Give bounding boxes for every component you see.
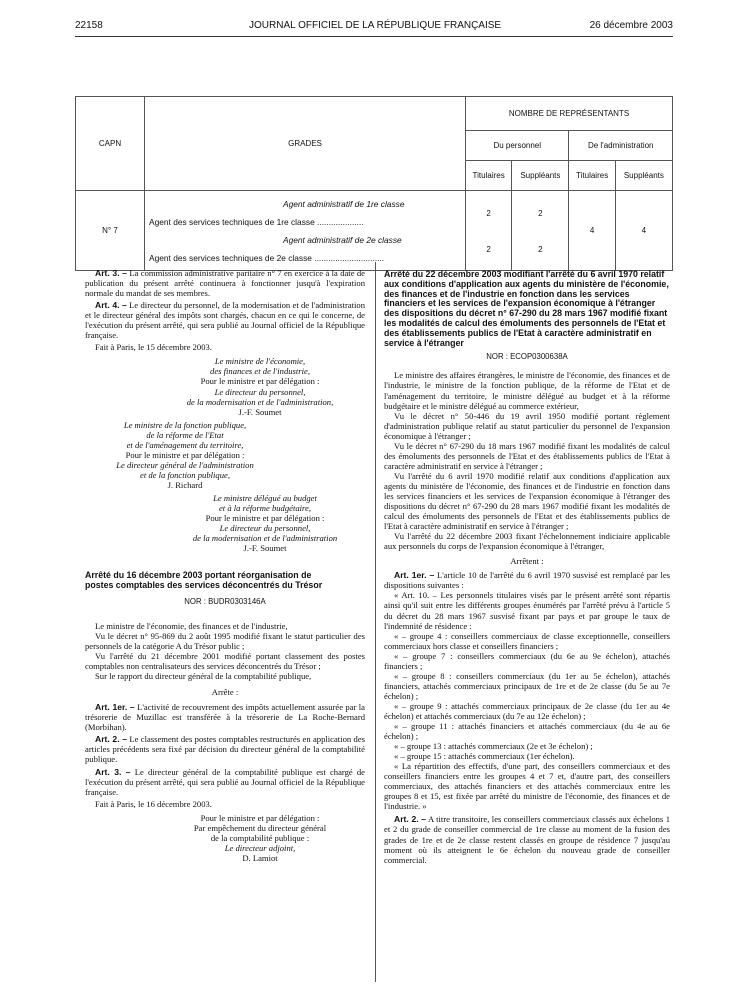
personnel-titulaires-cell: 2 2 bbox=[466, 191, 512, 271]
paragraph: Le ministre de l'économie, des finances et de l'industrie, bbox=[95, 620, 288, 631]
grade-row: Agent des services techniques de 2e classe .............................. bbox=[149, 252, 385, 263]
decree-title: Arrêté du 22 décembre 2003 modifiant l'arrêté du 6 avril 1970 relatif aux conditions d'application aux agents du ministère de l'économie, des finances et de l'industrie en fonction dans les services financiers et les services de l'expansion économique à l'étranger des dispositions du décret n° 67-290 du 28 mars 1967 modifié fixant les modalités de calcul des émoluments des personnels de l'Etat et des établissements publics de l'Etat à caractère administratif en service à l'étranger bbox=[384, 269, 669, 348]
list-item: « – groupe 9 : attachés commerciaux principaux de 2e classe (du 1er au 4e échelon) et attachés commerciaux (du 7e au 12e échelon) ; bbox=[384, 700, 670, 721]
titulaires-header: Titulaires bbox=[569, 161, 615, 191]
arrete: Arrête : bbox=[211, 687, 239, 698]
list-item: « – groupe 15 : attachés commerciaux (1er échelon). bbox=[394, 751, 575, 762]
grades-cell bbox=[145, 191, 466, 271]
suppleants-header: Suppléants bbox=[615, 161, 672, 191]
article: Art. 2. – A titre transitoire, les conseillers commerciaux classés aux échelons 1 et 2 du grade de conseiller commercial de 1re classe au moment de la fusion des grades de 1re et de 2e classe restent classés en groupe de résidence 7 jusqu'au moment où ils atteignent le 6e échelon du nouveau grade de conseiller commercial. bbox=[384, 814, 670, 865]
article: Art. 1er. – L'article 10 de l'arrêté du 6 avril 1970 susvisé est remplacé par les dispositions suivantes : bbox=[384, 570, 671, 591]
paragraph: Le ministre des affaires étrangères, le ministre de l'économie, des finances et de l'industrie, le ministre de la fonction publique, de la réforme de l'Etat et de l'aménagement du territoire, le ministre délégué au budget et à la réforme budgétaire et le ministre délégué au commerce extérieur, bbox=[384, 370, 670, 411]
column-divider bbox=[375, 262, 376, 982]
article: Art. 3. – Le directeur général de la comptabilité publique est chargé de l'exécution du présent arrêté, qui sera publié au Journal officiel de la République française. bbox=[85, 766, 365, 797]
paragraph: Vu le décret n° 67-290 du 18 mars 1967 modifié fixant les modalités de calcul des émoluments des personnels de l'Etat et des établissements publics de l'Etat à caractère administratif en service à l'étranger ; bbox=[384, 440, 670, 471]
suppleants-header: Suppléants bbox=[512, 161, 569, 191]
right-column bbox=[384, 270, 670, 865]
nombre-header: NOMBRE DE REPRÉSENTANTS bbox=[466, 97, 673, 131]
list-item: « – groupe 11 : attachés financiers et attachés commerciaux (du 4e au 6e échelon) ; bbox=[384, 721, 670, 742]
paragraph: Vu l'arrêté du 21 décembre 2001 modifié portant classement des postes comptables non centralisateurs des services déconcentrés du Trésor ; bbox=[85, 651, 365, 672]
grade-row: Agent administratif de 2e classe bbox=[283, 234, 402, 245]
signature-block: Le ministre de la fonction publique, de la réforme de l'Etat et de l'aménagement du territoire, Pour le ministre et par délégation : Le directeur général de l'administration et de la fonction publique, J. Richard bbox=[116, 419, 254, 490]
capn-value: N° 7 bbox=[76, 191, 145, 271]
grade-row: Agent des services techniques de 1re classe .................... bbox=[149, 216, 364, 227]
paragraph: Vu le décret n° 95-869 du 2 août 1995 modifié fixant le statut particulier des personnels de la catégorie A du Trésor public ; bbox=[85, 630, 365, 651]
issue-date: 26 décembre 2003 bbox=[589, 20, 673, 31]
article: Art. 4. – Le directeur du personnel, de la modernisation et de l'administration et le directeur général des impôts sont chargés, chacun en ce qui le concerne, de l'exécution du présent arrêté, qui sera publié au Journal officiel de la République française. bbox=[85, 300, 366, 341]
signature-block: Pour le ministre et par délégation : Par empêchement du directeur général de la comptabilité publique : Le directeur adjoint, D. Lamiot bbox=[193, 812, 327, 863]
list-item: « – groupe 7 : conseillers commerciaux (du 6e au 9e échelon), attachés financiers ; bbox=[384, 650, 670, 671]
personnel-suppleants-cell: 2 2 bbox=[512, 191, 569, 271]
admin-suppleants-cell: 4 bbox=[615, 191, 672, 271]
paragraph: Sur le rapport du directeur général de la comptabilité publique, bbox=[95, 671, 312, 682]
paragraph: Vu l'arrêté du 22 décembre 2003 fixant l'échelonnement indiciaire applicable aux personnels du corps de l'expansion économique à l'étranger, bbox=[384, 531, 670, 552]
paragraph: Vu le décret n° 50-446 du 19 avril 1950 modifié portant règlement d'administration publique relatif au statut particulier du personnel de l'expansion économique à l'étranger ; bbox=[384, 410, 670, 441]
grade-row: Agent administratif de 1re classe bbox=[283, 198, 405, 209]
fait: Fait à Paris, le 15 décembre 2003. bbox=[95, 342, 212, 353]
journal-title: JOURNAL OFFICIEL DE LA RÉPUBLIQUE FRANÇAISE bbox=[249, 20, 502, 31]
nor-reference: NOR : ECOP0300638A bbox=[486, 352, 568, 362]
nor-reference: NOR : BUDR0303146A bbox=[184, 596, 266, 606]
admin-titulaires-cell: 4 bbox=[569, 191, 615, 271]
signature-block: Le ministre de l'économie, des finances et de l'industrie, Pour le ministre et par délégation : Le directeur du personnel, de la modernisation et de l'administration, J.-F. Soumet bbox=[186, 356, 334, 417]
header-rule bbox=[75, 36, 673, 37]
fait: Fait à Paris, le 16 décembre 2003. bbox=[95, 798, 212, 809]
capn-header: CAPN bbox=[76, 97, 145, 191]
list-item: « – groupe 8 : conseillers commerciaux (du 1er au 5e échelon), attachés financiers, attachés commerciaux principaux de 1re et de 2e classe (du 5e au 7e échelon) ; bbox=[384, 670, 670, 701]
paragraph: « La répartition des effectifs, d'une part, des conseillers commerciaux et des conseillers financiers entre les groupes 4 et 7 et, d'autre part, des conseillers commerciaux, des attachés financiers et des attachés commerciaux entre les groupes 8 et 15, est fixée par arrêté du ministre de l'économie, des finances et de l'industrie. » bbox=[384, 761, 670, 812]
list-item: « – groupe 13 : attachés commerciaux (2e et 3e échelon) ; bbox=[394, 741, 593, 752]
left-column bbox=[85, 268, 365, 863]
page-header bbox=[75, 20, 673, 34]
titulaires-header: Titulaires bbox=[466, 161, 512, 191]
paragraph: « Art. 10. – Les personnels titulaires visés par le présent arrêté sont répartis ainsi qu'il suit entre les différents groupes énumérés par l'arrêté prévu à l'article 5 du décret du 28 mars 1967 susvisé fixant par pays et par groupe le taux de l'indemnité de résidence : bbox=[384, 590, 670, 631]
personnel-header: Du personnel bbox=[466, 131, 569, 161]
paragraph: Vu l'arrêté du 6 avril 1970 modifié relatif aux conditions d'application aux agents du ministère de l'économie, des finances et de l'industrie en fonction dans les services financiers et les services de l'expansion économique à l'étranger des dispositions du décret n° 67-290 du 28 mars 1967 modifié fixant les modalités de calcul des émoluments des personnels de l'Etat et des établissements publics de l'Etat à caractère administratif en service à l'étranger ; bbox=[384, 470, 670, 532]
admin-header: De l'administration bbox=[569, 131, 673, 161]
page-number: 22158 bbox=[75, 20, 103, 31]
article: Art. 2. – Le classement des postes comptables restructurés en application des articles précédents sera fixé par décision du directeur général de la comptabilité publique. bbox=[85, 734, 365, 765]
arrete: Arrêtent : bbox=[510, 556, 544, 567]
grades-header: GRADES bbox=[145, 97, 466, 191]
article: Art. 3. – La commission administrative paritaire n° 7 en exercice à la date de publication du présent arrêté continuera à fonctionner jusqu'à l'expiration normale du mandat de ses membres. bbox=[85, 268, 365, 299]
signature-block: Le ministre délégué au budget et à la réforme budgétaire, Pour le ministre et par délégation : Le directeur du personnel, de la modernisation et de l'administration J.-F. Soumet bbox=[192, 492, 338, 554]
list-item: « – groupe 4 : conseillers commerciaux de classe exceptionnelle, conseillers commerciaux hors classe et conseillers financiers ; bbox=[384, 630, 670, 651]
decree-title: Arrêté du 16 décembre 2003 portant réorganisation de postes comptables des services déconcentrés du Trésor bbox=[85, 570, 323, 591]
representatives-table bbox=[75, 96, 673, 271]
article: Art. 1er. – L'activité de recouvrement des impôts actuellement assurée par la trésorerie de Muzillac est transférée à la trésorerie de La Roche-Bernard (Morbihan). bbox=[85, 702, 365, 733]
